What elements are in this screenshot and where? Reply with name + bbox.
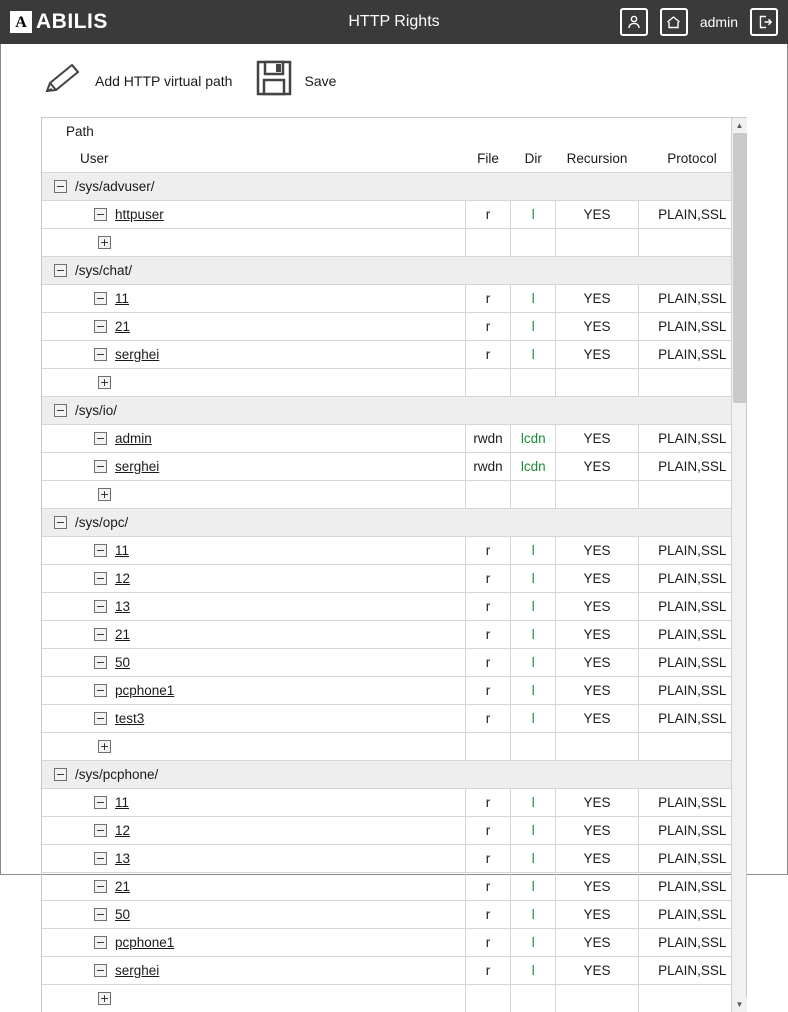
- recursion-cell: YES: [556, 453, 638, 481]
- path-group-cell: [42, 509, 746, 537]
- table-header: [42, 118, 746, 173]
- file-rights-cell: r: [465, 593, 510, 621]
- file-rights-cell: r: [465, 313, 510, 341]
- top-bar-actions: [620, 8, 778, 36]
- path-group-cell: [42, 257, 746, 285]
- path-group-row: [42, 257, 746, 285]
- table-row: [42, 817, 746, 845]
- path-label: /sys/io/: [75, 403, 117, 418]
- file-rights-cell: rwdn: [465, 425, 510, 453]
- protocol-cell: PLAIN,SSL: [638, 649, 746, 677]
- header-protocol-spacer: [638, 118, 746, 145]
- group-collapse-toggle[interactable]: −: [54, 404, 67, 417]
- recursion-cell: YES: [556, 201, 638, 229]
- recursion-cell: YES: [556, 957, 638, 985]
- user-link[interactable]: 11: [115, 543, 129, 558]
- protocol-cell: PLAIN,SSL: [638, 789, 746, 817]
- user-link[interactable]: 50: [115, 907, 130, 922]
- user-link[interactable]: admin: [115, 431, 152, 446]
- add-user-row: [42, 369, 746, 397]
- dir-rights-cell: l: [511, 873, 556, 901]
- table-row: [42, 901, 746, 929]
- file-rights-cell: r: [465, 957, 510, 985]
- recursion-cell: YES: [556, 817, 638, 845]
- file-rights-cell: r: [465, 929, 510, 957]
- user-link[interactable]: 11: [115, 291, 129, 306]
- recursion-cell: YES: [556, 425, 638, 453]
- empty-cell: [465, 369, 510, 397]
- toolbar: [1, 44, 787, 113]
- protocol-cell: PLAIN,SSL: [638, 901, 746, 929]
- user-link[interactable]: httpuser: [115, 207, 164, 222]
- recursion-cell: YES: [556, 705, 638, 733]
- header-recursion-spacer: [556, 118, 638, 145]
- file-rights-cell: r: [465, 341, 510, 369]
- table-row: [42, 649, 746, 677]
- header-path: Path: [42, 118, 465, 145]
- empty-cell: [556, 985, 638, 1012]
- user-cell: [42, 649, 465, 677]
- header-user: User: [42, 145, 465, 173]
- path-group-row: [42, 509, 746, 537]
- recursion-cell: YES: [556, 901, 638, 929]
- table-row: [42, 537, 746, 565]
- user-link[interactable]: serghei: [115, 459, 159, 474]
- empty-cell: [638, 481, 746, 509]
- user-cell: [42, 201, 465, 229]
- protocol-cell: PLAIN,SSL: [638, 957, 746, 985]
- add-http-virtual-path-label: Add HTTP virtual path: [95, 73, 232, 89]
- dir-rights-cell: l: [511, 313, 556, 341]
- protocol-cell: PLAIN,SSL: [638, 621, 746, 649]
- user-link[interactable]: pcphone1: [115, 683, 174, 698]
- row-collapse-toggle[interactable]: −: [94, 208, 107, 221]
- add-http-virtual-path-button[interactable]: [41, 58, 232, 103]
- row-collapse-toggle[interactable]: −: [94, 600, 107, 613]
- dir-rights-cell: lcdn: [511, 453, 556, 481]
- user-link[interactable]: 12: [115, 823, 130, 838]
- empty-cell: [465, 733, 510, 761]
- dir-rights-cell: l: [511, 705, 556, 733]
- file-rights-cell: r: [465, 537, 510, 565]
- row-collapse-toggle[interactable]: −: [94, 432, 107, 445]
- table-row: [42, 621, 746, 649]
- user-link[interactable]: 21: [115, 879, 130, 894]
- file-rights-cell: r: [465, 705, 510, 733]
- table-row: [42, 341, 746, 369]
- user-cell: [42, 901, 465, 929]
- table-row: [42, 845, 746, 873]
- user-cell: [42, 817, 465, 845]
- protocol-cell: PLAIN,SSL: [638, 705, 746, 733]
- add-user-row: [42, 985, 746, 1012]
- table-row: [42, 789, 746, 817]
- header-protocol: Protocol: [638, 145, 746, 173]
- user-cell: [42, 705, 465, 733]
- row-collapse-toggle[interactable]: −: [94, 936, 107, 949]
- add-user-button[interactable]: +: [98, 992, 111, 1005]
- user-link[interactable]: 13: [115, 851, 130, 866]
- protocol-cell: PLAIN,SSL: [638, 677, 746, 705]
- protocol-cell: PLAIN,SSL: [638, 873, 746, 901]
- logo-text: ABILIS: [36, 10, 108, 34]
- empty-cell: [556, 481, 638, 509]
- path-label: /sys/chat/: [75, 263, 132, 278]
- protocol-cell: PLAIN,SSL: [638, 453, 746, 481]
- file-rights-cell: r: [465, 789, 510, 817]
- file-rights-cell: r: [465, 845, 510, 873]
- path-label: /sys/advuser/: [75, 179, 155, 194]
- logout-icon[interactable]: [750, 8, 778, 36]
- empty-cell: [511, 733, 556, 761]
- add-user-row: [42, 229, 746, 257]
- table-body: [42, 173, 746, 1012]
- row-collapse-toggle[interactable]: −: [94, 880, 107, 893]
- table-row: [42, 201, 746, 229]
- dir-rights-cell: l: [511, 593, 556, 621]
- header-file: File: [465, 145, 510, 173]
- header-dir-spacer: [511, 118, 556, 145]
- recursion-cell: YES: [556, 313, 638, 341]
- path-group-row: [42, 397, 746, 425]
- path-label: /sys/pcphone/: [75, 767, 158, 782]
- user-cell: [42, 929, 465, 957]
- row-collapse-toggle[interactable]: −: [94, 320, 107, 333]
- empty-cell: [638, 985, 746, 1012]
- empty-cell: [465, 481, 510, 509]
- row-collapse-toggle[interactable]: −: [94, 628, 107, 641]
- path-group-row: [42, 761, 746, 789]
- row-collapse-toggle[interactable]: −: [94, 656, 107, 669]
- rights-table: [42, 118, 746, 1012]
- user-cell: [42, 313, 465, 341]
- table-row: [42, 453, 746, 481]
- table-row: [42, 313, 746, 341]
- user-cell: [42, 285, 465, 313]
- dir-rights-cell: l: [511, 677, 556, 705]
- recursion-cell: YES: [556, 677, 638, 705]
- dir-rights-cell: l: [511, 929, 556, 957]
- empty-cell: [638, 229, 746, 257]
- page-title: HTTP Rights: [0, 13, 788, 31]
- empty-cell: [556, 733, 638, 761]
- current-user-label: admin: [700, 14, 738, 30]
- recursion-cell: YES: [556, 845, 638, 873]
- user-cell: [42, 621, 465, 649]
- empty-cell: [465, 985, 510, 1012]
- file-rights-cell: rwdn: [465, 453, 510, 481]
- add-user-cell: [42, 733, 465, 761]
- rights-table-container: [41, 117, 747, 1012]
- scrollbar-thumb[interactable]: [733, 133, 746, 403]
- path-group-cell: [42, 173, 746, 201]
- user-link[interactable]: 21: [115, 627, 130, 642]
- user-link[interactable]: 12: [115, 571, 130, 586]
- dir-rights-cell: l: [511, 285, 556, 313]
- file-rights-cell: r: [465, 901, 510, 929]
- protocol-cell: PLAIN,SSL: [638, 313, 746, 341]
- file-rights-cell: r: [465, 201, 510, 229]
- user-cell: [42, 789, 465, 817]
- row-collapse-toggle[interactable]: −: [94, 544, 107, 557]
- group-collapse-toggle[interactable]: −: [54, 768, 67, 781]
- row-collapse-toggle[interactable]: −: [94, 852, 107, 865]
- user-link[interactable]: 21: [115, 319, 130, 334]
- pencil-icon: [41, 58, 85, 103]
- dir-rights-cell: l: [511, 565, 556, 593]
- empty-cell: [511, 985, 556, 1012]
- add-user-button[interactable]: +: [98, 488, 111, 501]
- row-collapse-toggle[interactable]: −: [94, 964, 107, 977]
- empty-cell: [511, 481, 556, 509]
- user-link[interactable]: test3: [115, 711, 144, 726]
- protocol-cell: PLAIN,SSL: [638, 425, 746, 453]
- save-button[interactable]: [254, 58, 336, 103]
- add-user-row: [42, 733, 746, 761]
- recursion-cell: YES: [556, 621, 638, 649]
- file-rights-cell: r: [465, 621, 510, 649]
- recursion-cell: YES: [556, 565, 638, 593]
- user-cell: [42, 957, 465, 985]
- user-cell: [42, 453, 465, 481]
- top-bar: [0, 0, 788, 44]
- user-link[interactable]: serghei: [115, 347, 159, 362]
- header-file-spacer: [465, 118, 510, 145]
- table-row: [42, 705, 746, 733]
- dir-rights-cell: l: [511, 817, 556, 845]
- add-user-button[interactable]: +: [98, 740, 111, 753]
- scroll-up-arrow[interactable]: ▲: [732, 118, 747, 133]
- file-rights-cell: r: [465, 565, 510, 593]
- path-label: /sys/opc/: [75, 515, 128, 530]
- user-link[interactable]: 13: [115, 599, 130, 614]
- empty-cell: [511, 369, 556, 397]
- recursion-cell: YES: [556, 873, 638, 901]
- empty-cell: [556, 229, 638, 257]
- save-label: Save: [304, 73, 336, 89]
- protocol-cell: PLAIN,SSL: [638, 817, 746, 845]
- add-user-cell: [42, 369, 465, 397]
- empty-cell: [638, 733, 746, 761]
- recursion-cell: YES: [556, 285, 638, 313]
- table-row: [42, 677, 746, 705]
- protocol-cell: PLAIN,SSL: [638, 341, 746, 369]
- recursion-cell: YES: [556, 929, 638, 957]
- table-row: [42, 593, 746, 621]
- user-cell: [42, 845, 465, 873]
- table-row: [42, 285, 746, 313]
- file-rights-cell: r: [465, 649, 510, 677]
- header-dir: Dir: [511, 145, 556, 173]
- dir-rights-cell: l: [511, 789, 556, 817]
- table-row: [42, 873, 746, 901]
- add-user-cell: [42, 481, 465, 509]
- user-link[interactable]: pcphone1: [115, 935, 174, 950]
- protocol-cell: PLAIN,SSL: [638, 285, 746, 313]
- group-collapse-toggle[interactable]: −: [54, 180, 67, 193]
- row-collapse-toggle[interactable]: −: [94, 796, 107, 809]
- group-collapse-toggle[interactable]: −: [54, 516, 67, 529]
- user-profile-icon[interactable]: [620, 8, 648, 36]
- group-collapse-toggle[interactable]: −: [54, 264, 67, 277]
- recursion-cell: YES: [556, 649, 638, 677]
- path-group-row: [42, 173, 746, 201]
- scroll-down-arrow[interactable]: ▼: [732, 997, 747, 1012]
- dir-rights-cell: l: [511, 621, 556, 649]
- dir-rights-cell: l: [511, 845, 556, 873]
- vertical-scrollbar[interactable]: [731, 118, 746, 1012]
- add-user-cell: [42, 229, 465, 257]
- table-row: [42, 957, 746, 985]
- protocol-cell: PLAIN,SSL: [638, 537, 746, 565]
- user-cell: [42, 677, 465, 705]
- empty-cell: [556, 369, 638, 397]
- user-cell: [42, 565, 465, 593]
- empty-cell: [511, 229, 556, 257]
- user-link[interactable]: serghei: [115, 963, 159, 978]
- abilis-logo: [10, 10, 108, 34]
- table-row: [42, 565, 746, 593]
- add-user-row: [42, 481, 746, 509]
- user-cell: [42, 873, 465, 901]
- protocol-cell: PLAIN,SSL: [638, 593, 746, 621]
- row-collapse-toggle[interactable]: −: [94, 292, 107, 305]
- table-row: [42, 425, 746, 453]
- file-rights-cell: r: [465, 677, 510, 705]
- user-cell: [42, 341, 465, 369]
- row-collapse-toggle[interactable]: −: [94, 712, 107, 725]
- table-row: [42, 929, 746, 957]
- dir-rights-cell: l: [511, 901, 556, 929]
- path-group-cell: [42, 397, 746, 425]
- recursion-cell: YES: [556, 789, 638, 817]
- dir-rights-cell: lcdn: [511, 425, 556, 453]
- user-cell: [42, 537, 465, 565]
- user-link[interactable]: 50: [115, 655, 130, 670]
- user-link[interactable]: 11: [115, 795, 129, 810]
- file-rights-cell: r: [465, 873, 510, 901]
- dir-rights-cell: l: [511, 537, 556, 565]
- add-user-cell: [42, 985, 465, 1012]
- logo-mark: A: [10, 11, 32, 33]
- header-recursion: Recursion: [556, 145, 638, 173]
- recursion-cell: YES: [556, 341, 638, 369]
- home-icon[interactable]: [660, 8, 688, 36]
- row-collapse-toggle[interactable]: −: [94, 460, 107, 473]
- add-user-button[interactable]: +: [98, 376, 111, 389]
- protocol-cell: PLAIN,SSL: [638, 565, 746, 593]
- empty-cell: [465, 229, 510, 257]
- protocol-cell: PLAIN,SSL: [638, 201, 746, 229]
- row-collapse-toggle[interactable]: −: [94, 824, 107, 837]
- content-frame: [0, 44, 788, 875]
- user-cell: [42, 425, 465, 453]
- floppy-save-icon: [254, 58, 294, 103]
- file-rights-cell: r: [465, 285, 510, 313]
- dir-rights-cell: l: [511, 957, 556, 985]
- row-collapse-toggle[interactable]: −: [94, 572, 107, 585]
- dir-rights-cell: l: [511, 649, 556, 677]
- path-group-cell: [42, 761, 746, 789]
- empty-cell: [638, 369, 746, 397]
- recursion-cell: YES: [556, 537, 638, 565]
- protocol-cell: PLAIN,SSL: [638, 929, 746, 957]
- add-user-button[interactable]: +: [98, 236, 111, 249]
- user-cell: [42, 593, 465, 621]
- file-rights-cell: r: [465, 817, 510, 845]
- row-collapse-toggle[interactable]: −: [94, 684, 107, 697]
- recursion-cell: YES: [556, 593, 638, 621]
- dir-rights-cell: l: [511, 341, 556, 369]
- protocol-cell: PLAIN,SSL: [638, 845, 746, 873]
- dir-rights-cell: l: [511, 201, 556, 229]
- row-collapse-toggle[interactable]: −: [94, 348, 107, 361]
- row-collapse-toggle[interactable]: −: [94, 908, 107, 921]
